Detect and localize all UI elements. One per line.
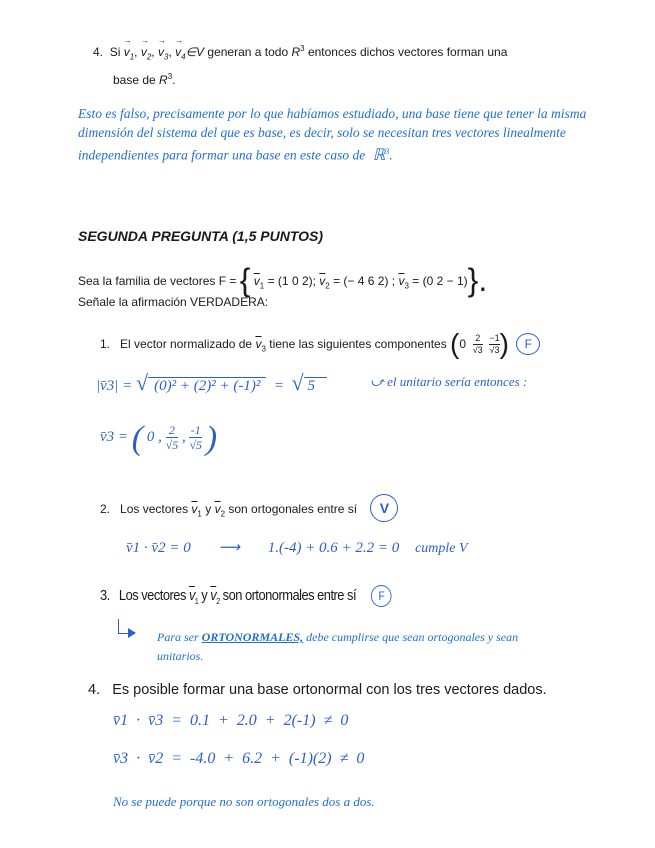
q4-number: 4. [93, 45, 104, 59]
item2-statement: 2. Los vectores $\overline{v}_1$ y $\overline{v}_2$ son ortogonales entre sí V [100, 494, 398, 522]
corner-arrow-head-icon [128, 628, 136, 638]
section-title: SEGUNDA PREGUNTA (1,5 PUNTOS) [78, 228, 324, 244]
item4-conclusion: No se puede porque no son ortogonales dos a dos. [113, 794, 375, 809]
true-mark-circle: V [370, 494, 398, 522]
vector-family: Sea la familia de vectores F = { $\overline{v}_1 = (1$ 0 2); $\overline{v}_2$ = (− 4 6 2) ; $\overline{v}_3 = (0$ 2 − 1)}. [78, 262, 488, 298]
dot-product-v1-v3: v̄1 · v̄3 = 0.1 + 2.0 + 2(-1) ≠ 0 [113, 712, 349, 729]
q4-answer: Esto es falso, precisamente por lo que habíamos estudiado, una base tiene que tener la misma dimensión del sistema del que es base, es decir, solo se necesitan tres vectores linealmente independientes para formar una base en este caso de ℝ$^3$. [78, 106, 587, 164]
dot-product-v3-v2: v̄3 · v̄2 = -4.0 + 6.2 + (-1)(2) ≠ 0 [113, 750, 365, 767]
dot-product-v1-v2: v̄1 · v̄2 = 0 ⟶ 1.(-4) + 0.6 + 2.2 = 0 cumple V [126, 540, 468, 556]
q4-statement-line1: 4. $Si \to v_1$, → $v_2$, → $v_3$, → $v_4\in V$ generan a todo $R^3$ entonces dichos vectores forman una [93, 44, 507, 61]
R-symbol: ℝ [372, 146, 386, 164]
normalized-v3: v̄3 = ( 0 , $\frac{2}{√5}$ , $\frac{-1}{√5}$ ) [100, 420, 218, 457]
item4-statement: 4. Es posible formar una base ortonormal con los tres vectores dados. [88, 682, 547, 698]
norm-computation: |v̄3| = √ (0)² + (2)² + (-1)² = √ 5 [96, 370, 327, 396]
false-mark-circle: F [516, 333, 540, 355]
unit-vector-note: ⤻ el unitario sería entonces : [370, 374, 528, 389]
false-mark-circle: F [371, 585, 392, 607]
q4-statement-line2: base de $R^3$. [113, 72, 176, 87]
item1-statement: 1. El vector normalizado de $\overline{v}_3$ tiene las siguientes componentes (0 $\frac{2}{√3}$ $\frac{-1}{√3}$ ) F [100, 328, 540, 360]
item3-answer: Para ser ORTONORMALES, debe cumplirse que sean ortogonales y sean unitarios. [157, 630, 519, 663]
item3-statement: 3. Los vectores $\overline{v}_1$ y $\overline{v}_2$ son ortonormales entre sí F [100, 585, 392, 607]
instruction: Señale la afirmación VERDADERA: [78, 295, 269, 309]
